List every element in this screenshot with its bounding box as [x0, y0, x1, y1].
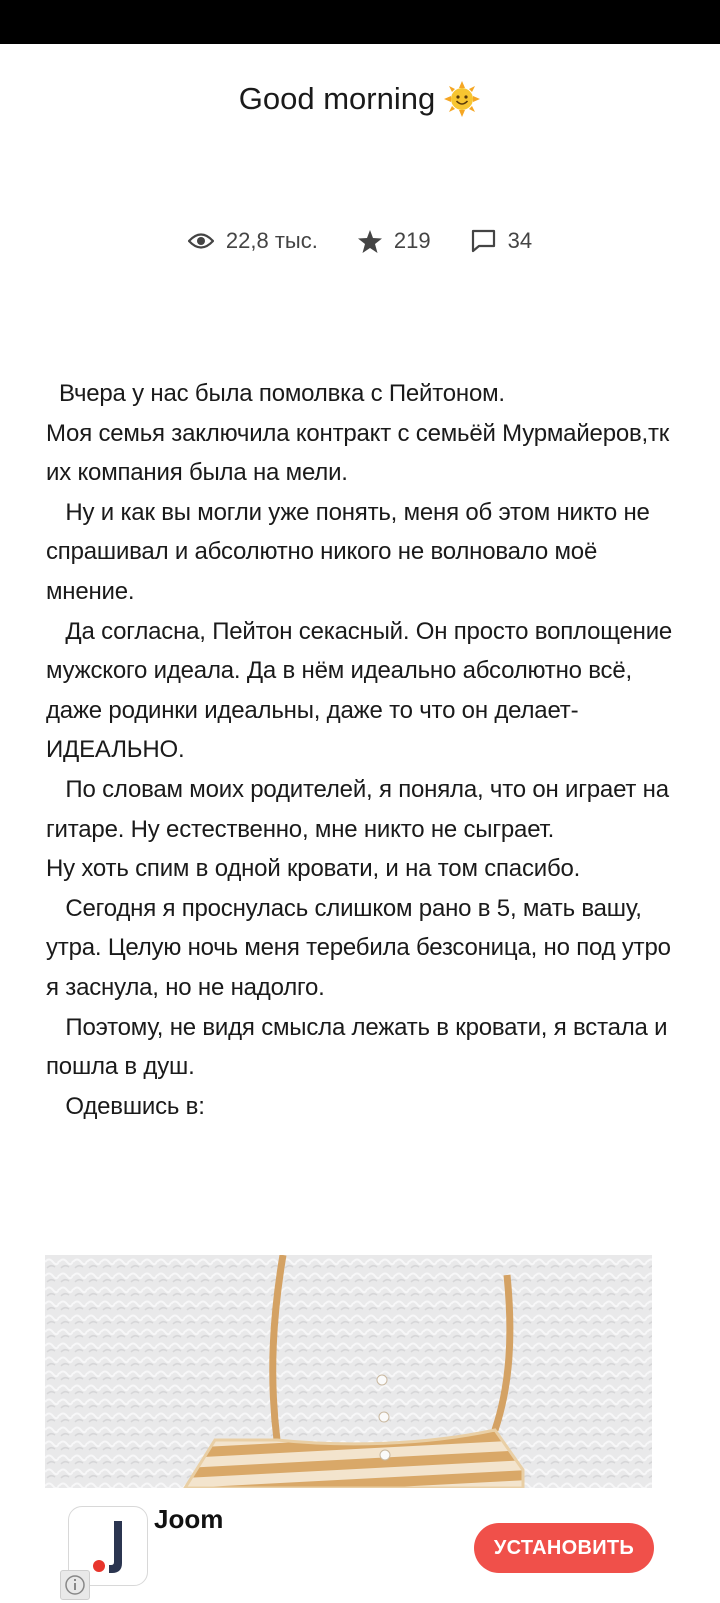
- story-paragraph: Да согласна, Пейтон секасный. Он просто воплощение мужского идеала. Да в нём идеально абсолютно всё, даже родинки идеальны, даже то что он делает- ИДЕАЛЬНО.: [46, 617, 679, 764]
- status-bar: [0, 0, 720, 44]
- sun-emoji-icon: [443, 80, 481, 118]
- chapter-title-text: Good morning: [238, 81, 436, 116]
- star-icon: [358, 230, 382, 253]
- comments-count: 34: [507, 228, 533, 253]
- ad-brand-name[interactable]: Joom: [154, 1504, 224, 1534]
- story-stats: [0, 228, 720, 254]
- stars-count: 219: [393, 228, 431, 253]
- ad-info-icon[interactable]: [60, 1570, 90, 1600]
- story-paragraph: Поэтому, не видя смысла лежать в кровати, я встала и пошла в душ.: [46, 1013, 674, 1081]
- story-text: [46, 374, 679, 1126]
- comments-stat[interactable]: [471, 228, 532, 254]
- story-paragraph: По словам моих родителей, я поняла, что он играет на гитаре. Ну естественно, мне никто не сыграет. Ну хоть спим в одной кровати, и на том спасибо.: [46, 775, 669, 883]
- story-paragraph: Вчера у нас была помолвка с Пейтоном. Моя семья заключила контракт с семьёй Мурмайеров,тк их компания была на мели.: [46, 380, 670, 487]
- story-paragraph: Одевшись в:: [46, 1092, 205, 1120]
- views-stat: [188, 228, 318, 254]
- comment-icon: [471, 229, 496, 253]
- striped-top-photo[interactable]: [45, 1255, 652, 1488]
- views-count: 22,8 тыс.: [225, 228, 318, 253]
- chapter-title: [0, 80, 720, 118]
- stars-stat: [358, 228, 431, 254]
- install-button[interactable]: УСТАНОВИТЬ: [474, 1523, 654, 1573]
- eye-icon: [188, 232, 214, 250]
- story-paragraph: Ну и как вы могли уже понять, меня об этом никто не спрашивал и абсолютно никого не волновало моё мнение.: [46, 498, 657, 605]
- story-paragraph: Сегодня я проснулась слишком рано в 5, мать вашу, утра. Целую ночь меня теребила безсоница, но под утро я заснула, но не надолго.: [46, 894, 678, 1001]
- ad-banner[interactable]: [0, 1488, 720, 1600]
